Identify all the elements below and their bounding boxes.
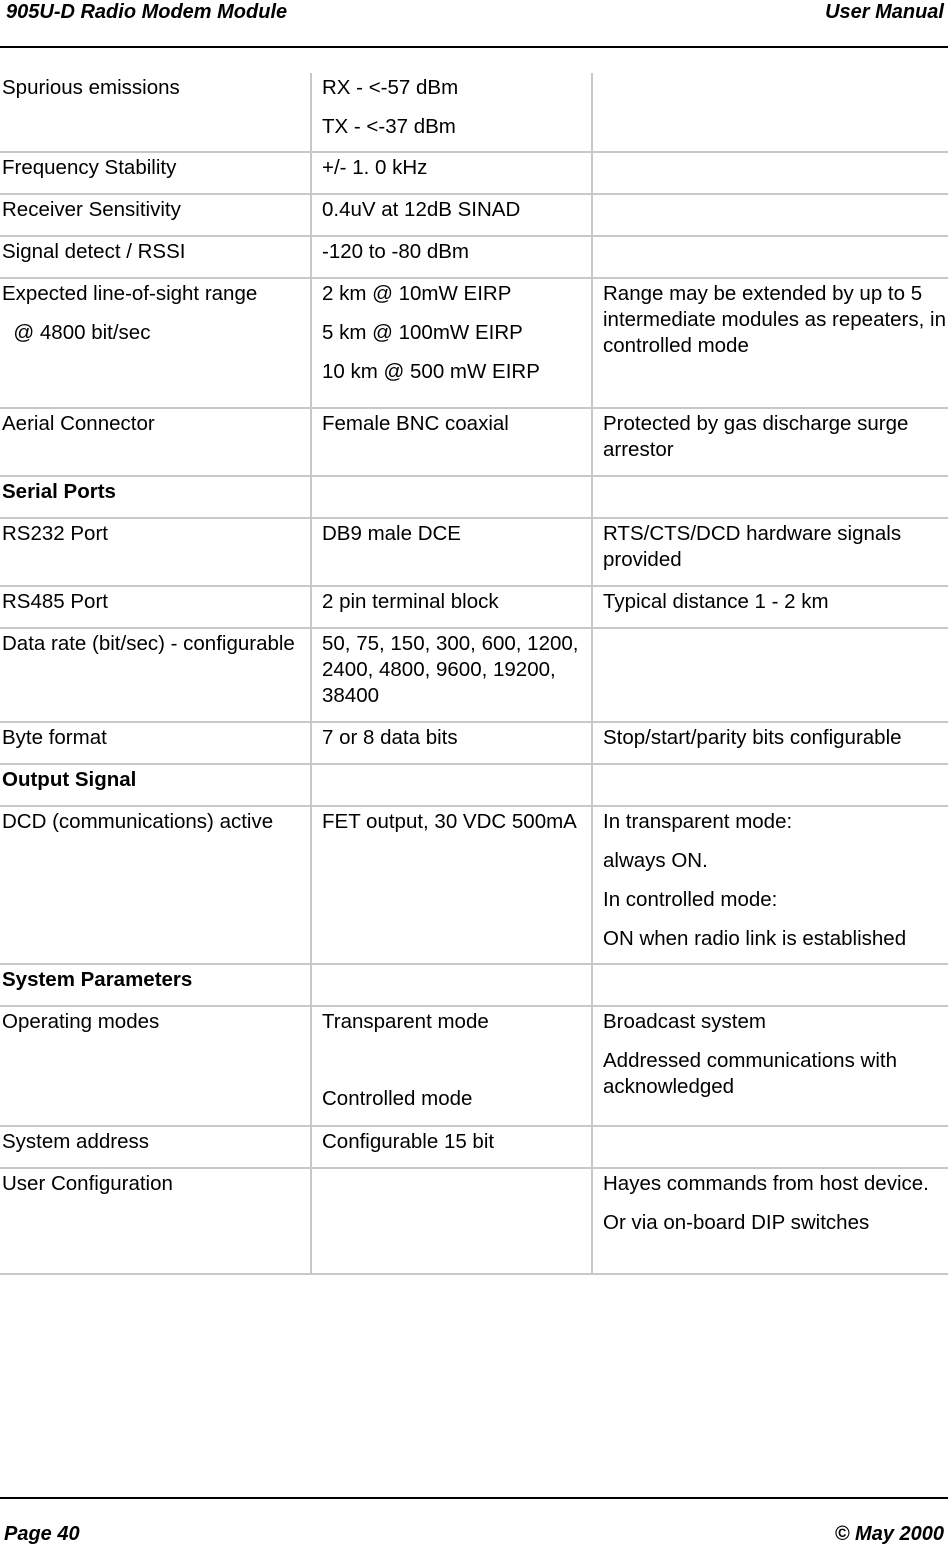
table-row [0,236,948,278]
note-cell [592,764,948,806]
section-row [0,964,948,1006]
value-cell: 2 pin terminal block [311,586,592,628]
note-line: always ON. [603,849,708,872]
value-cell [311,476,592,518]
note-cell: Typical distance 1 - 2 km [592,586,948,628]
param-cell: System address [0,1126,311,1168]
section-heading: System Parameters [0,964,311,1006]
page-header [4,0,944,26]
param-cell: Frequency Stability [0,152,311,194]
note-cell [592,1006,948,1126]
page-footer [0,1522,948,1548]
table-row [0,1126,948,1168]
note-line: Addressed communications with acknowledged [603,1049,897,1098]
note-cell: Range may be extended by up to 5 intermediate modules as repeaters, in controlled mode [592,278,948,408]
value-line: TX - <-37 dBm [322,115,456,138]
value-cell [311,764,592,806]
value-cell: +/- 1. 0 kHz [311,152,592,194]
param-cell: Operating modes [0,1006,311,1126]
page-number: Page 40 [4,1523,80,1545]
value-cell: 0.4uV at 12dB SINAD [311,194,592,236]
param-cell: RS232 Port [0,518,311,586]
note-cell: Stop/start/parity bits configurable [592,722,948,764]
param-cell: User Configuration [0,1168,311,1274]
note-line: In transparent mode: [603,810,793,833]
header-rule [0,46,948,48]
copyright-date: © May 2000 [834,1523,944,1545]
note-cell [592,152,948,194]
note-cell [592,628,948,722]
section-row [0,476,948,518]
note-cell [592,194,948,236]
table-row [0,278,948,408]
note-cell [592,806,948,964]
param-cell: Spurious emissions [0,73,311,152]
value-line: Transparent mode [322,1010,489,1033]
note-cell [592,236,948,278]
table-row [0,628,948,722]
table-row [0,1168,948,1274]
note-line: Broadcast system [603,1010,766,1033]
value-line: 2 km @ 10mW EIRP [322,282,512,305]
note-line: Or via on-board DIP switches [603,1211,870,1234]
table-row [0,806,948,964]
document-title: 905U-D Radio Modem Module [6,1,288,23]
note-cell: Protected by gas discharge surge arrestor [592,408,948,476]
table-row [0,152,948,194]
value-cell: -120 to -80 dBm [311,236,592,278]
table-row [0,722,948,764]
note-line: ON when radio link is established [603,927,907,950]
value-line: Controlled mode [322,1087,473,1110]
param-line: Expected line-of-sight range [2,282,258,305]
value-cell: DB9 male DCE [311,518,592,586]
manual-label: User Manual [825,1,944,23]
note-line: Hayes commands from host device. [603,1172,929,1195]
note-cell: RTS/CTS/DCD hardware signals provided [592,518,948,586]
spec-table [0,73,948,1275]
value-cell: Configurable 15 bit [311,1126,592,1168]
param-line: @ 4800 bit/sec [2,321,151,344]
table-row [0,73,948,152]
value-cell: 50, 75, 150, 300, 600, 1200, 2400, 4800, 9600, 19200, 38400 [311,628,592,722]
table-row [0,1006,948,1126]
param-cell: Signal detect / RSSI [0,236,311,278]
note-cell [592,73,948,152]
value-cell [311,1168,592,1274]
value-cell [311,964,592,1006]
section-heading: Output Signal [0,764,311,806]
value-cell [311,73,592,152]
value-line: 10 km @ 500 mW EIRP [322,360,540,383]
footer-rule [0,1497,948,1499]
value-cell [311,1006,592,1126]
param-cell: DCD (communications) active [0,806,311,964]
table-row [0,194,948,236]
note-cell [592,476,948,518]
value-cell [311,278,592,408]
param-cell: Aerial Connector [0,408,311,476]
value-cell: Female BNC coaxial [311,408,592,476]
param-cell: Byte format [0,722,311,764]
note-cell [592,1168,948,1274]
value-line: RX - <-57 dBm [322,76,459,99]
param-cell [0,278,311,408]
note-cell [592,964,948,1006]
table-row [0,586,948,628]
value-cell: FET output, 30 VDC 500mA [311,806,592,964]
param-cell: Data rate (bit/sec) - configurable [0,628,311,722]
value-line: 5 km @ 100mW EIRP [322,321,523,344]
note-line: In controlled mode: [603,888,778,911]
value-cell: 7 or 8 data bits [311,722,592,764]
section-heading: Serial Ports [0,476,311,518]
note-cell [592,1126,948,1168]
section-row [0,764,948,806]
param-cell: RS485 Port [0,586,311,628]
param-cell: Receiver Sensitivity [0,194,311,236]
table-row [0,518,948,586]
table-row [0,408,948,476]
